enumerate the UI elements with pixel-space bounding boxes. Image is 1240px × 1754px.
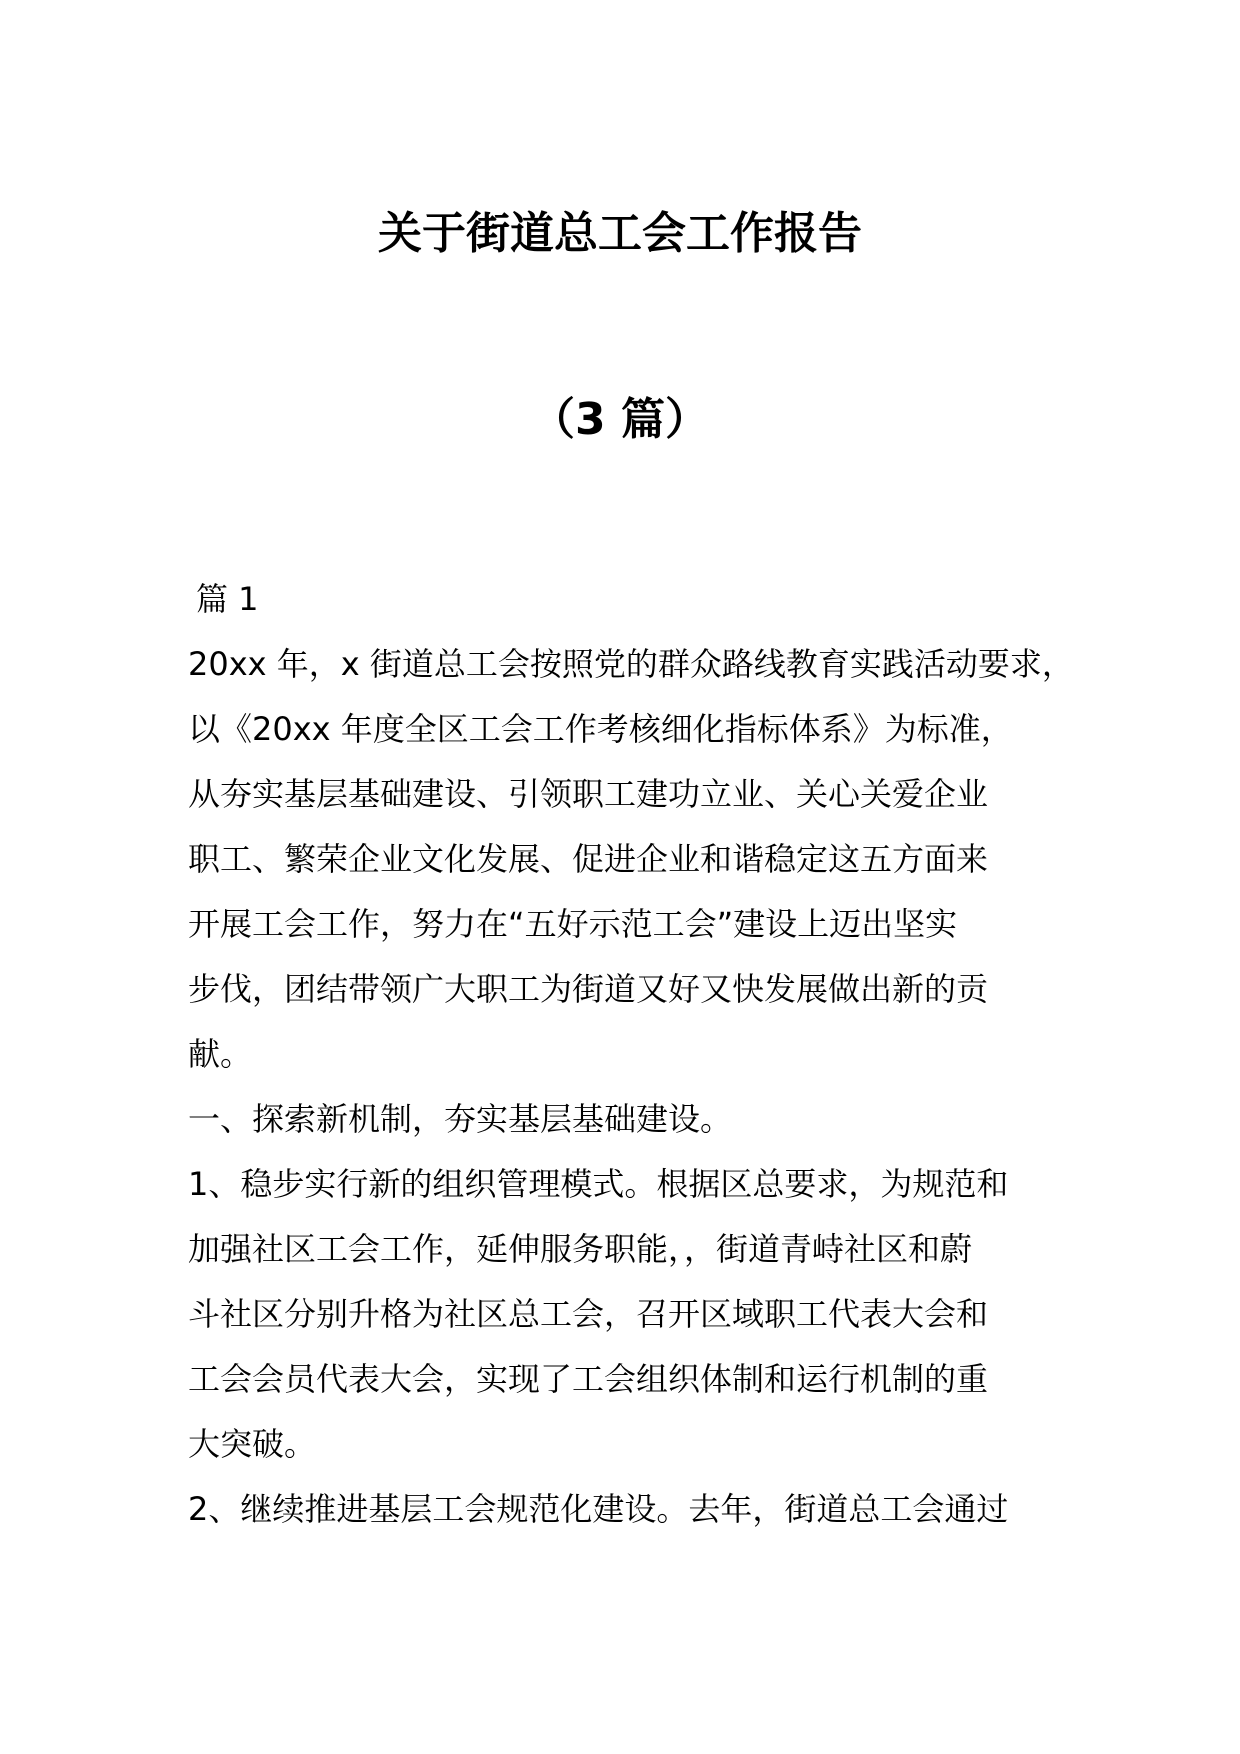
document-title: 关于街道总工会工作报告	[378, 208, 862, 259]
paragraph-line: 20xx 年，x 街道总工会按照党的群众路线教育实践活动要求，	[188, 645, 1074, 683]
paragraph-line: 工会会员代表大会，实现了工会组织体制和运行机制的重	[188, 1360, 989, 1398]
paragraph-line: 献。	[188, 1035, 253, 1073]
paragraph-line: 大突破。	[188, 1425, 317, 1463]
paragraph-line: 加强社区工会工作，延伸服务职能，，街道青峙社区和蔚	[188, 1230, 973, 1268]
document-subtitle: （3 篇）	[531, 394, 709, 445]
paragraph-line: 1、稳步实行新的组织管理模式。根据区总要求，为规范和	[188, 1165, 1009, 1203]
heading-line: 一、探索新机制，夯实基层基础建设。	[188, 1100, 733, 1138]
paragraph-line: 职工、繁荣企业文化发展、促进企业和谐稳定这五方面来	[188, 840, 989, 878]
paragraph-line: 从夯实基层基础建设、引领职工建功立业、关心关爱企业	[188, 775, 989, 813]
paragraph-line: 步伐，团结带领广大职工为街道又好又快发展做出新的贡	[188, 970, 989, 1008]
paragraph-line: 以《20xx 年度全区工会工作考核细化指标体系》为标准，	[188, 710, 1013, 748]
document-body	[188, 567, 1088, 1542]
paragraph-line: 2、继续推进基层工会规范化建设。去年，街道总工会通过	[188, 1490, 1009, 1528]
paragraph-line: 斗社区分别升格为社区总工会，召开区域职工代表大会和	[188, 1295, 989, 1333]
section-label: 篇 1	[196, 580, 259, 618]
paragraph-line: 开展工会工作，努力在“五好示范工会”建设上迈出坚实	[188, 905, 958, 943]
